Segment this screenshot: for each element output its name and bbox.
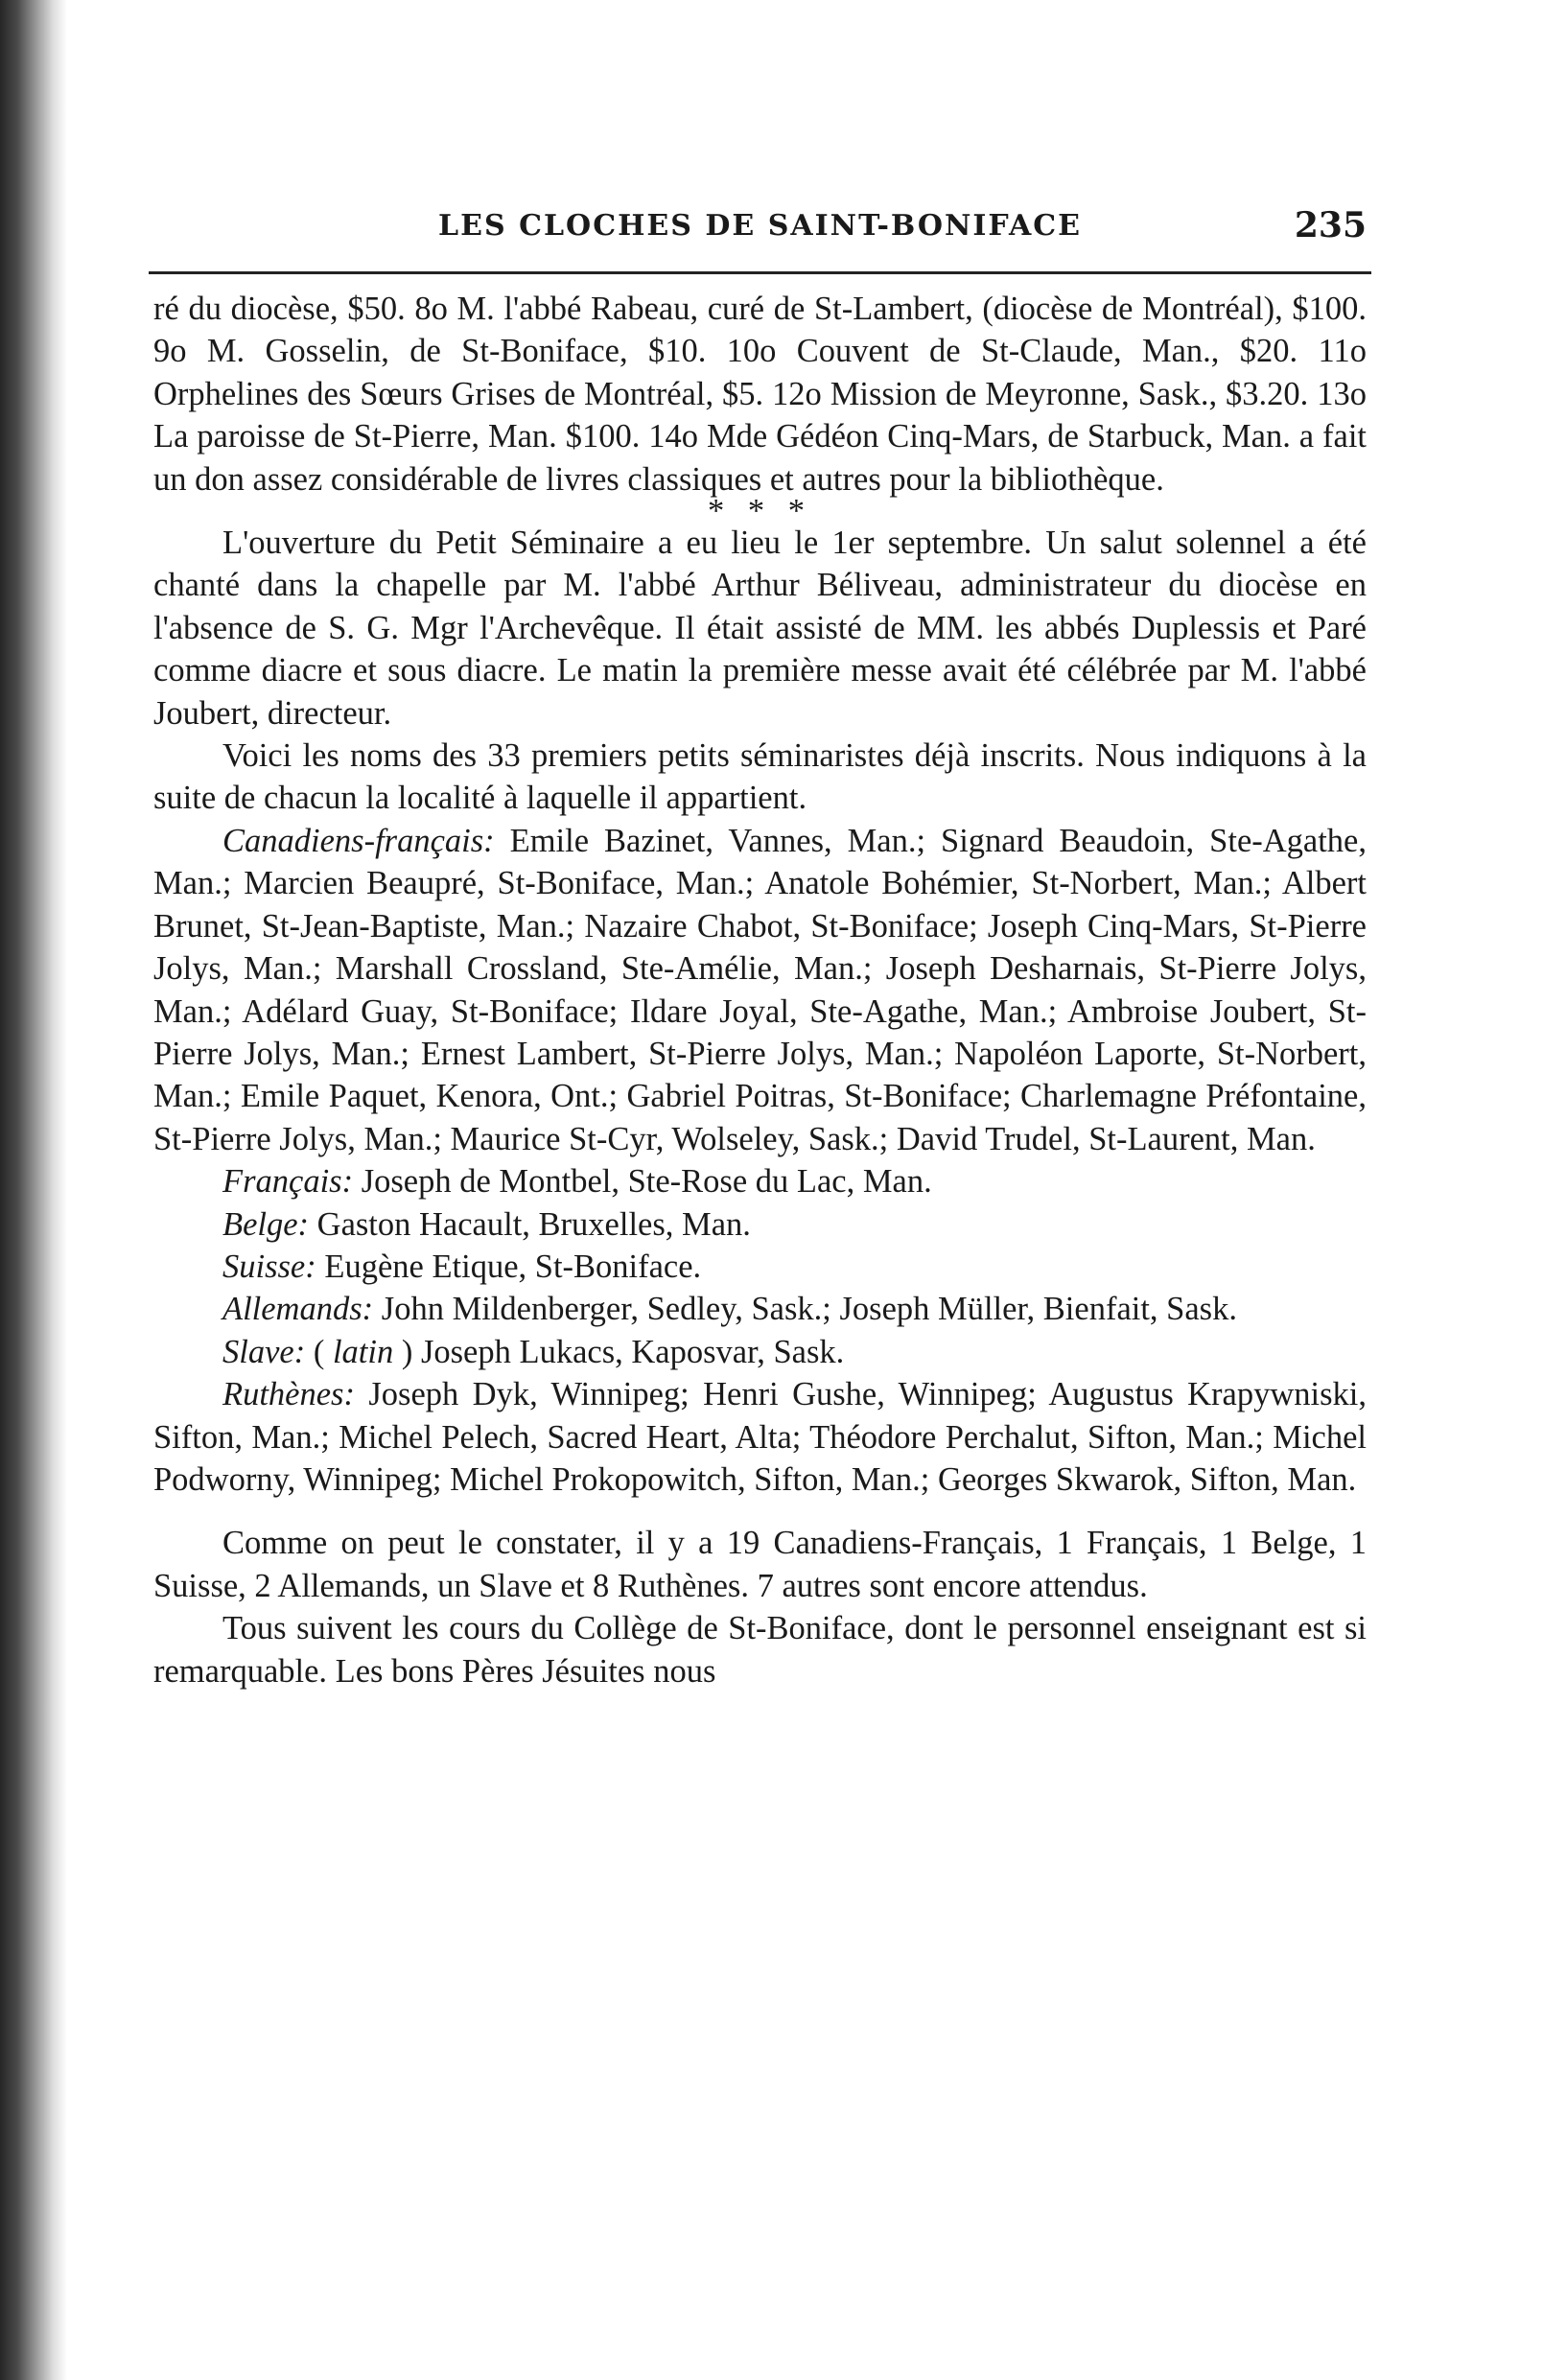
label-belge: Belge: (222, 1205, 310, 1243)
paragraph-donations: ré du diocèse, $50. 8o M. l'abbé Rabeau, curé de St-Lambert, (diocèse de Montréal), $100. 9o M. Gosselin, de St-Boniface, $10. 10o Couvent de St-Claude, Man., $20. 11o Orphelines des Sœurs Grises de Montréal, $5. 12o Mission de Meyronne, Sask., $3.20. 13o La paroisse de St-Pierre, Man. $100. 14o Mde Gédéon Cinq-Mars, de Starbuck, Man. a fait un don assez considérable de livres classiques et autres pour la bibliothèque. (153, 291, 1367, 498)
names-allemands: John Mildenberger, Sedley, Sask.; Joseph Müller, Bienfait, Sask. (373, 1291, 1237, 1328)
body-text (153, 288, 1367, 1692)
label-slave: Slave: (222, 1333, 306, 1370)
header-rule (149, 271, 1371, 274)
asterism-separator: * * * (708, 493, 812, 530)
names-suisse: Eugène Etique, St-Boniface. (316, 1248, 702, 1285)
names-francais: Joseph de Montbel, Ste-Rose du Lac, Man. (353, 1163, 932, 1201)
label-ruthenes: Ruthènes: (222, 1376, 355, 1413)
list-slave (153, 1331, 1367, 1373)
page-number: 235 (1294, 205, 1367, 245)
label-allemands: Allemands: (222, 1291, 374, 1328)
running-title: LES CLOCHES DE SAINT-BONIFACE (438, 209, 1082, 243)
names-slave: ) Joseph Lukacs, Kaposvar, Sask. (393, 1333, 845, 1370)
paragraph-opening: L'ouverture du Petit Séminaire a eu lieu le 1er septembre. Un salut solennel a été chanté dans la chapelle par M. l'abbé Arthur Béliveau, administrateur du diocèse en l'absence de S. G. Mgr l'Archevêque. Il était assisté de MM. les abbés Duplessis et Paré comme diacre et sous diacre. Le matin la première messe avait été célébrée par M. l'abbé Joubert, directeur. (153, 525, 1367, 732)
list-francais (153, 1160, 1367, 1202)
list-suisse (153, 1246, 1367, 1288)
list-belge (153, 1203, 1367, 1246)
label-suisse: Suisse: (222, 1248, 316, 1285)
label-latin: latin (332, 1333, 394, 1370)
paragraph-student-intro: Voici les noms des 33 premiers petits séminaristes déjà inscrits. Nous indiquons à la suite de chacun la localité à laquelle il appartient. (153, 737, 1367, 817)
label-canadiens-francais: Canadiens-français: (222, 822, 495, 859)
names-canadiens-francais: Emile Bazinet, Vannes, Man.; Signard Beaudoin, Ste-Agathe, Man.; Marcien Beaupré, St-Boniface, Man.; Anatole Bohémier, St-Norbert, Man.; Albert Brunet, St-Jean-Baptiste, Man.; Nazaire Chabot, St-Boniface; Joseph Cinq-Mars, St-Pierre Jolys, Man.; Marshall Crossland, Ste-Amélie, Man.; Joseph Desharnais, St-Pierre Jolys, Man.; Adélard Guay, St-Boniface; Ildare Joyal, Ste-Agathe, Man.; Ambroise Joubert, St-Pierre Jolys, Man.; Ernest Lambert, St-Pierre Jolys, Man.; Napoléon Laporte, St-Norbert, Man.; Emile Paquet, Kenora, Ont.; Gabriel Poitras, St-Boniface; Charlemagne Préfontaine, St-Pierre Jolys, Man.; Maurice St-Cyr, Wolseley, Sask.; David Trudel, St-Laurent, Man. (153, 822, 1367, 1157)
page-binding-edge (0, 0, 67, 2380)
list-ruthenes (153, 1373, 1367, 1501)
paragraph-summary: Comme on peut le constater, il y a 19 Canadiens-Français, 1 Français, 1 Belge, 1 Suisse, 2 Allemands, un Slave et 8 Ruthènes. 7 autres sont encore attendus. (153, 1525, 1367, 1604)
paragraph-college: Tous suivent les cours du Collège de St-Boniface, dont le personnel enseignant est si remarquable. Les bons Pères Jésuites nous (153, 1610, 1367, 1690)
list-canadiens-francais (153, 820, 1367, 1160)
page-header (153, 203, 1367, 259)
label-francais: Français: (222, 1163, 354, 1201)
names-belge: Gaston Hacault, Bruxelles, Man. (309, 1205, 751, 1243)
slave-paren-open: ( (305, 1333, 333, 1370)
names-ruthenes: Joseph Dyk, Winnipeg; Henri Gushe, Winnipeg; Augustus Krapywniski, Sifton, Man.; Michel Pelech, Sacred Heart, Alta; Théodore Perchalut, Sifton, Man.; Michel Podworny, Winnipeg; Michel Prokopowitch, Sifton, Man.; Georges Skwarok, Sifton, Man. (153, 1376, 1367, 1498)
list-allemands (153, 1288, 1367, 1330)
